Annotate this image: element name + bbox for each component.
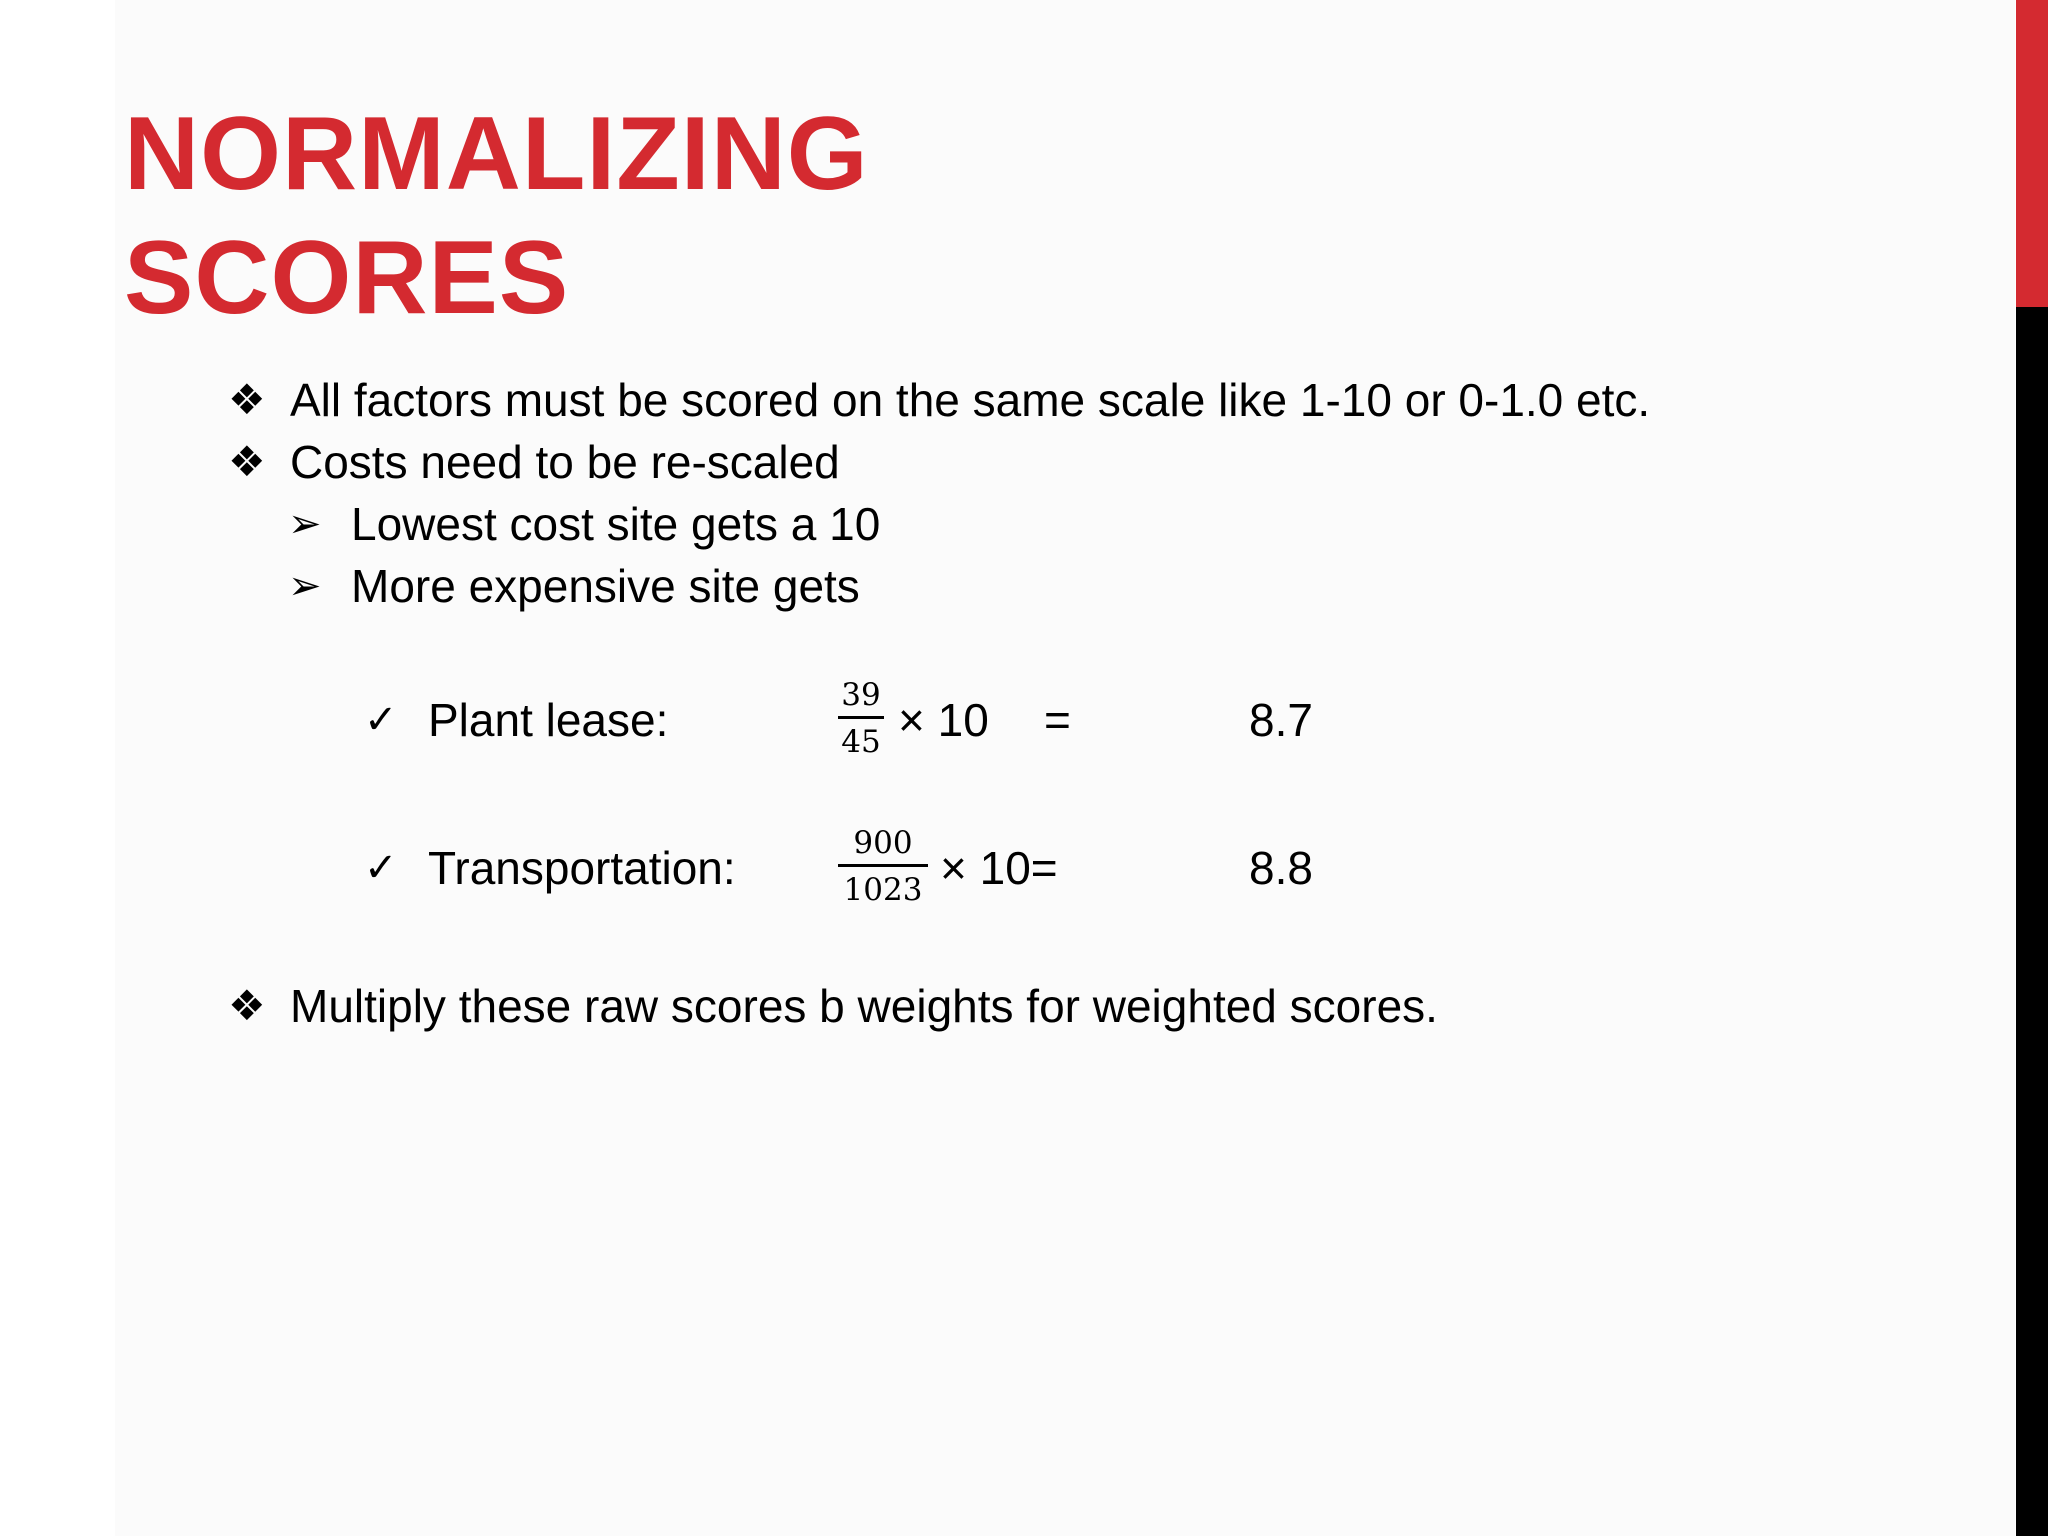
bullet-text: Multiply these raw scores b weights for weighted scores. xyxy=(290,980,1438,1032)
side-bar xyxy=(2016,307,2048,1536)
title-line-2: SCORES xyxy=(124,220,570,336)
fraction xyxy=(838,824,928,909)
fraction-denominator: 1023 xyxy=(843,872,923,908)
accent-bar xyxy=(2016,0,2048,307)
slide-title xyxy=(124,92,869,340)
sub-bullet-text: More expensive site gets xyxy=(351,560,860,612)
bullet-text: All factors must be scored on the same scale like 1-10 or 0-1.0 etc. xyxy=(290,374,1651,426)
fraction-denominator: 45 xyxy=(841,724,881,760)
calc-label: Transportation: xyxy=(428,842,736,894)
calc-multiplier: × 10 xyxy=(898,694,989,746)
fraction-numerator: 39 xyxy=(841,677,881,713)
checkmark-icon: ✓ xyxy=(364,845,398,891)
sub-bullet-text: Lowest cost site gets a 10 xyxy=(351,498,881,550)
calc-result: 8.8 xyxy=(1249,842,1313,894)
diamond-bullet-icon: ❖ xyxy=(228,437,266,486)
calc-result: 8.7 xyxy=(1249,694,1313,746)
arrow-bullet-icon: ➢ xyxy=(288,501,322,547)
fraction-numerator: 900 xyxy=(853,825,913,861)
arrow-bullet-icon: ➢ xyxy=(288,563,322,609)
diamond-bullet-icon: ❖ xyxy=(228,981,266,1030)
calc-multiplier: × 10= xyxy=(940,842,1058,894)
diamond-bullet-icon: ❖ xyxy=(228,375,266,424)
bullet-text: Costs need to be re-scaled xyxy=(290,436,840,488)
fraction-bar xyxy=(838,864,928,867)
fraction-bar xyxy=(838,716,884,719)
fraction xyxy=(838,676,884,761)
calc-equals: = xyxy=(1044,694,1071,746)
checkmark-icon: ✓ xyxy=(364,697,398,743)
title-line-1: NORMALIZING xyxy=(124,96,869,212)
calc-label: Plant lease: xyxy=(428,694,669,746)
